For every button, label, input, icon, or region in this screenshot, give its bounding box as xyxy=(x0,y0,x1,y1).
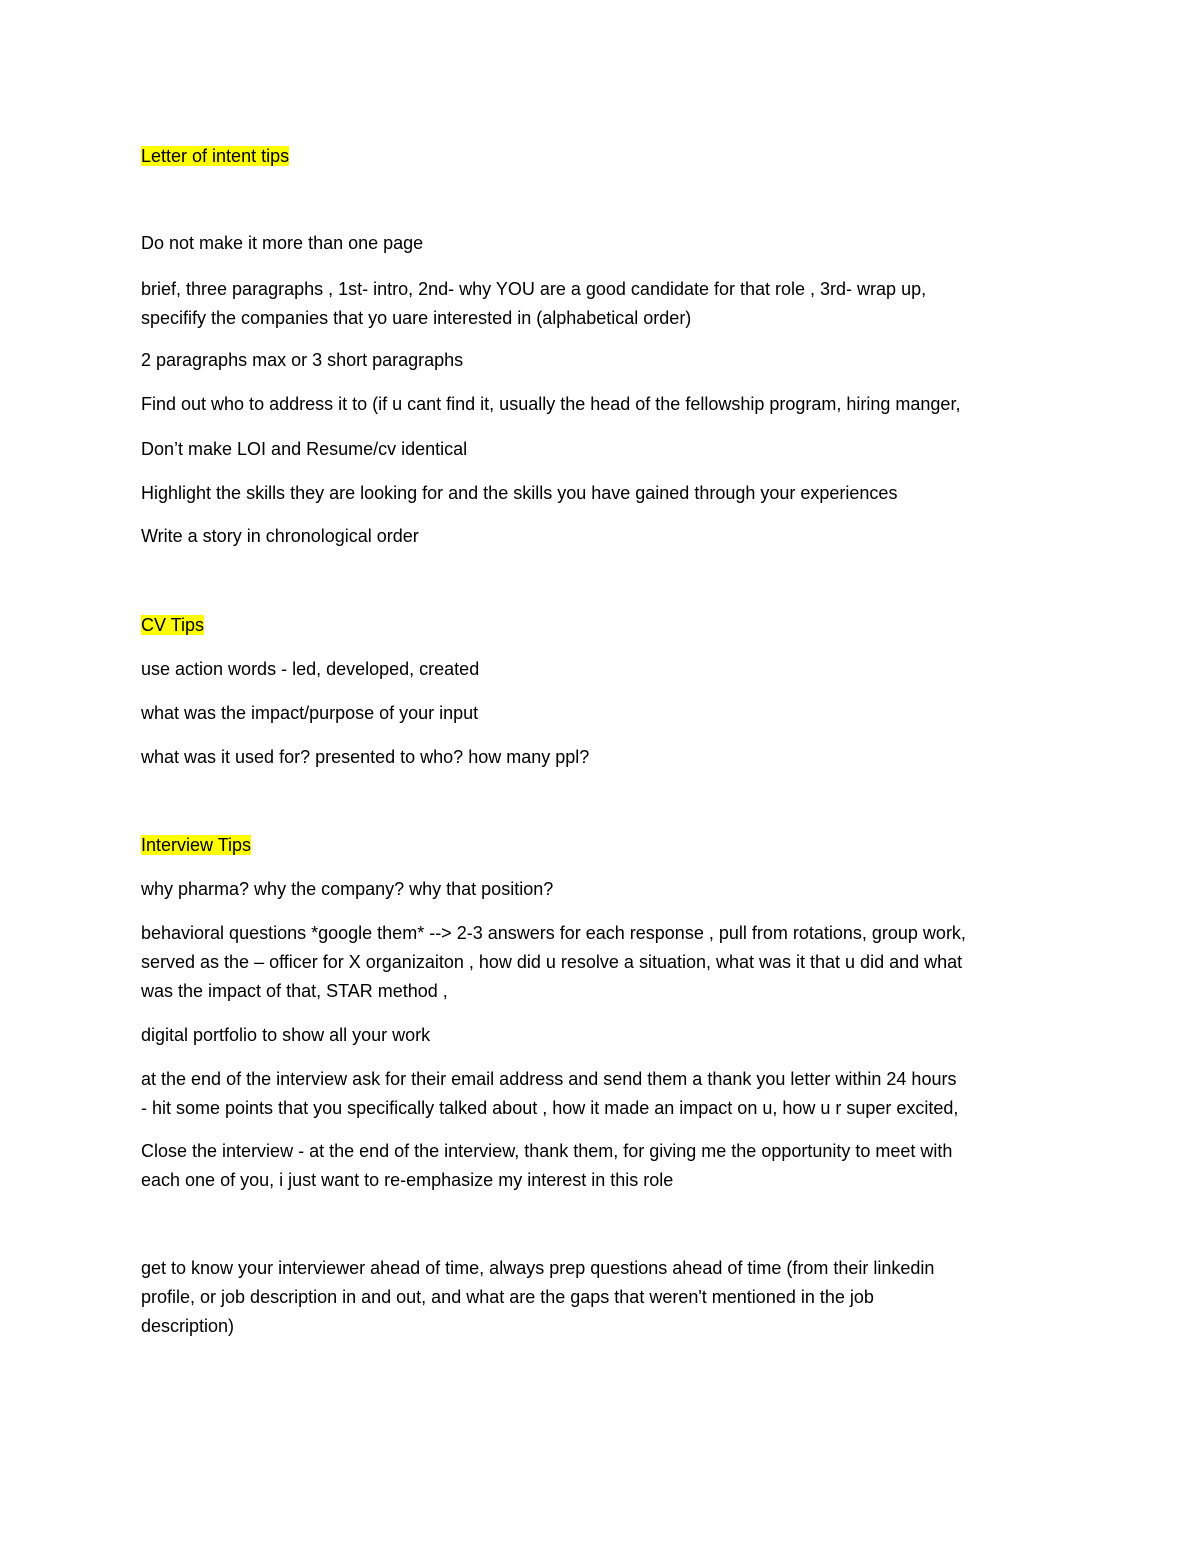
list-item: specifify the companies that yo uare interested in (alphabetical order) xyxy=(141,308,692,328)
list-item: Close the interview - at the end of the interview, thank them, for giving me the opportunity to meet with xyxy=(141,1141,953,1161)
list-item: Do not make it more than one page xyxy=(141,233,424,253)
list-item: Write a story in chronological order xyxy=(141,526,419,546)
list-item: why pharma? why the company? why that position? xyxy=(141,879,554,899)
list-item: digital portfolio to show all your work xyxy=(141,1025,431,1045)
section-heading-loi xyxy=(141,142,1071,171)
section-heading-interview xyxy=(141,831,1071,860)
list-item: use action words - led, developed, created xyxy=(141,659,480,679)
list-item: profile, or job description in and out, and what are the gaps that weren't mentioned in the job xyxy=(141,1287,874,1307)
list-item: - hit some points that you specifically talked about , how it made an impact on u, how u r super excited, xyxy=(141,1098,959,1118)
section-heading-cv xyxy=(141,611,1071,640)
list-item: what was it used for? presented to who? how many ppl? xyxy=(141,747,590,767)
list-item: Don’t make LOI and Resume/cv identical xyxy=(141,439,468,459)
list-item: get to know your interviewer ahead of time, always prep questions ahead of time (from their linkedin xyxy=(141,1258,935,1278)
list-item: description) xyxy=(141,1316,235,1336)
list-item: brief, three paragraphs , 1st- intro, 2nd- why YOU are a good candidate for that role , 3rd- wrap up, xyxy=(141,279,927,299)
list-item: was the impact of that, STAR method , xyxy=(141,981,448,1001)
list-item: what was the impact/purpose of your input xyxy=(141,703,479,723)
list-item: Highlight the skills they are looking for and the skills you have gained through your experiences xyxy=(141,483,898,503)
list-item: 2 paragraphs max or 3 short paragraphs xyxy=(141,350,464,370)
heading-highlight: CV Tips xyxy=(141,615,205,635)
list-item: at the end of the interview ask for their email address and send them a thank you letter within 24 hours xyxy=(141,1069,957,1089)
list-item: Find out who to address it to (if u cant find it, usually the head of the fellowship program, hiring manger, xyxy=(141,394,961,414)
list-item: served as the – officer for X organizaiton , how did u resolve a situation, what was it that u did and what xyxy=(141,952,963,972)
list-item: behavioral questions *google them* --> 2-3 answers for each response , pull from rotations, group work, xyxy=(141,923,966,943)
heading-highlight: Letter of intent tips xyxy=(141,146,290,166)
list-item: each one of you, i just want to re-emphasize my interest in this role xyxy=(141,1170,674,1190)
heading-highlight: Interview Tips xyxy=(141,835,252,855)
